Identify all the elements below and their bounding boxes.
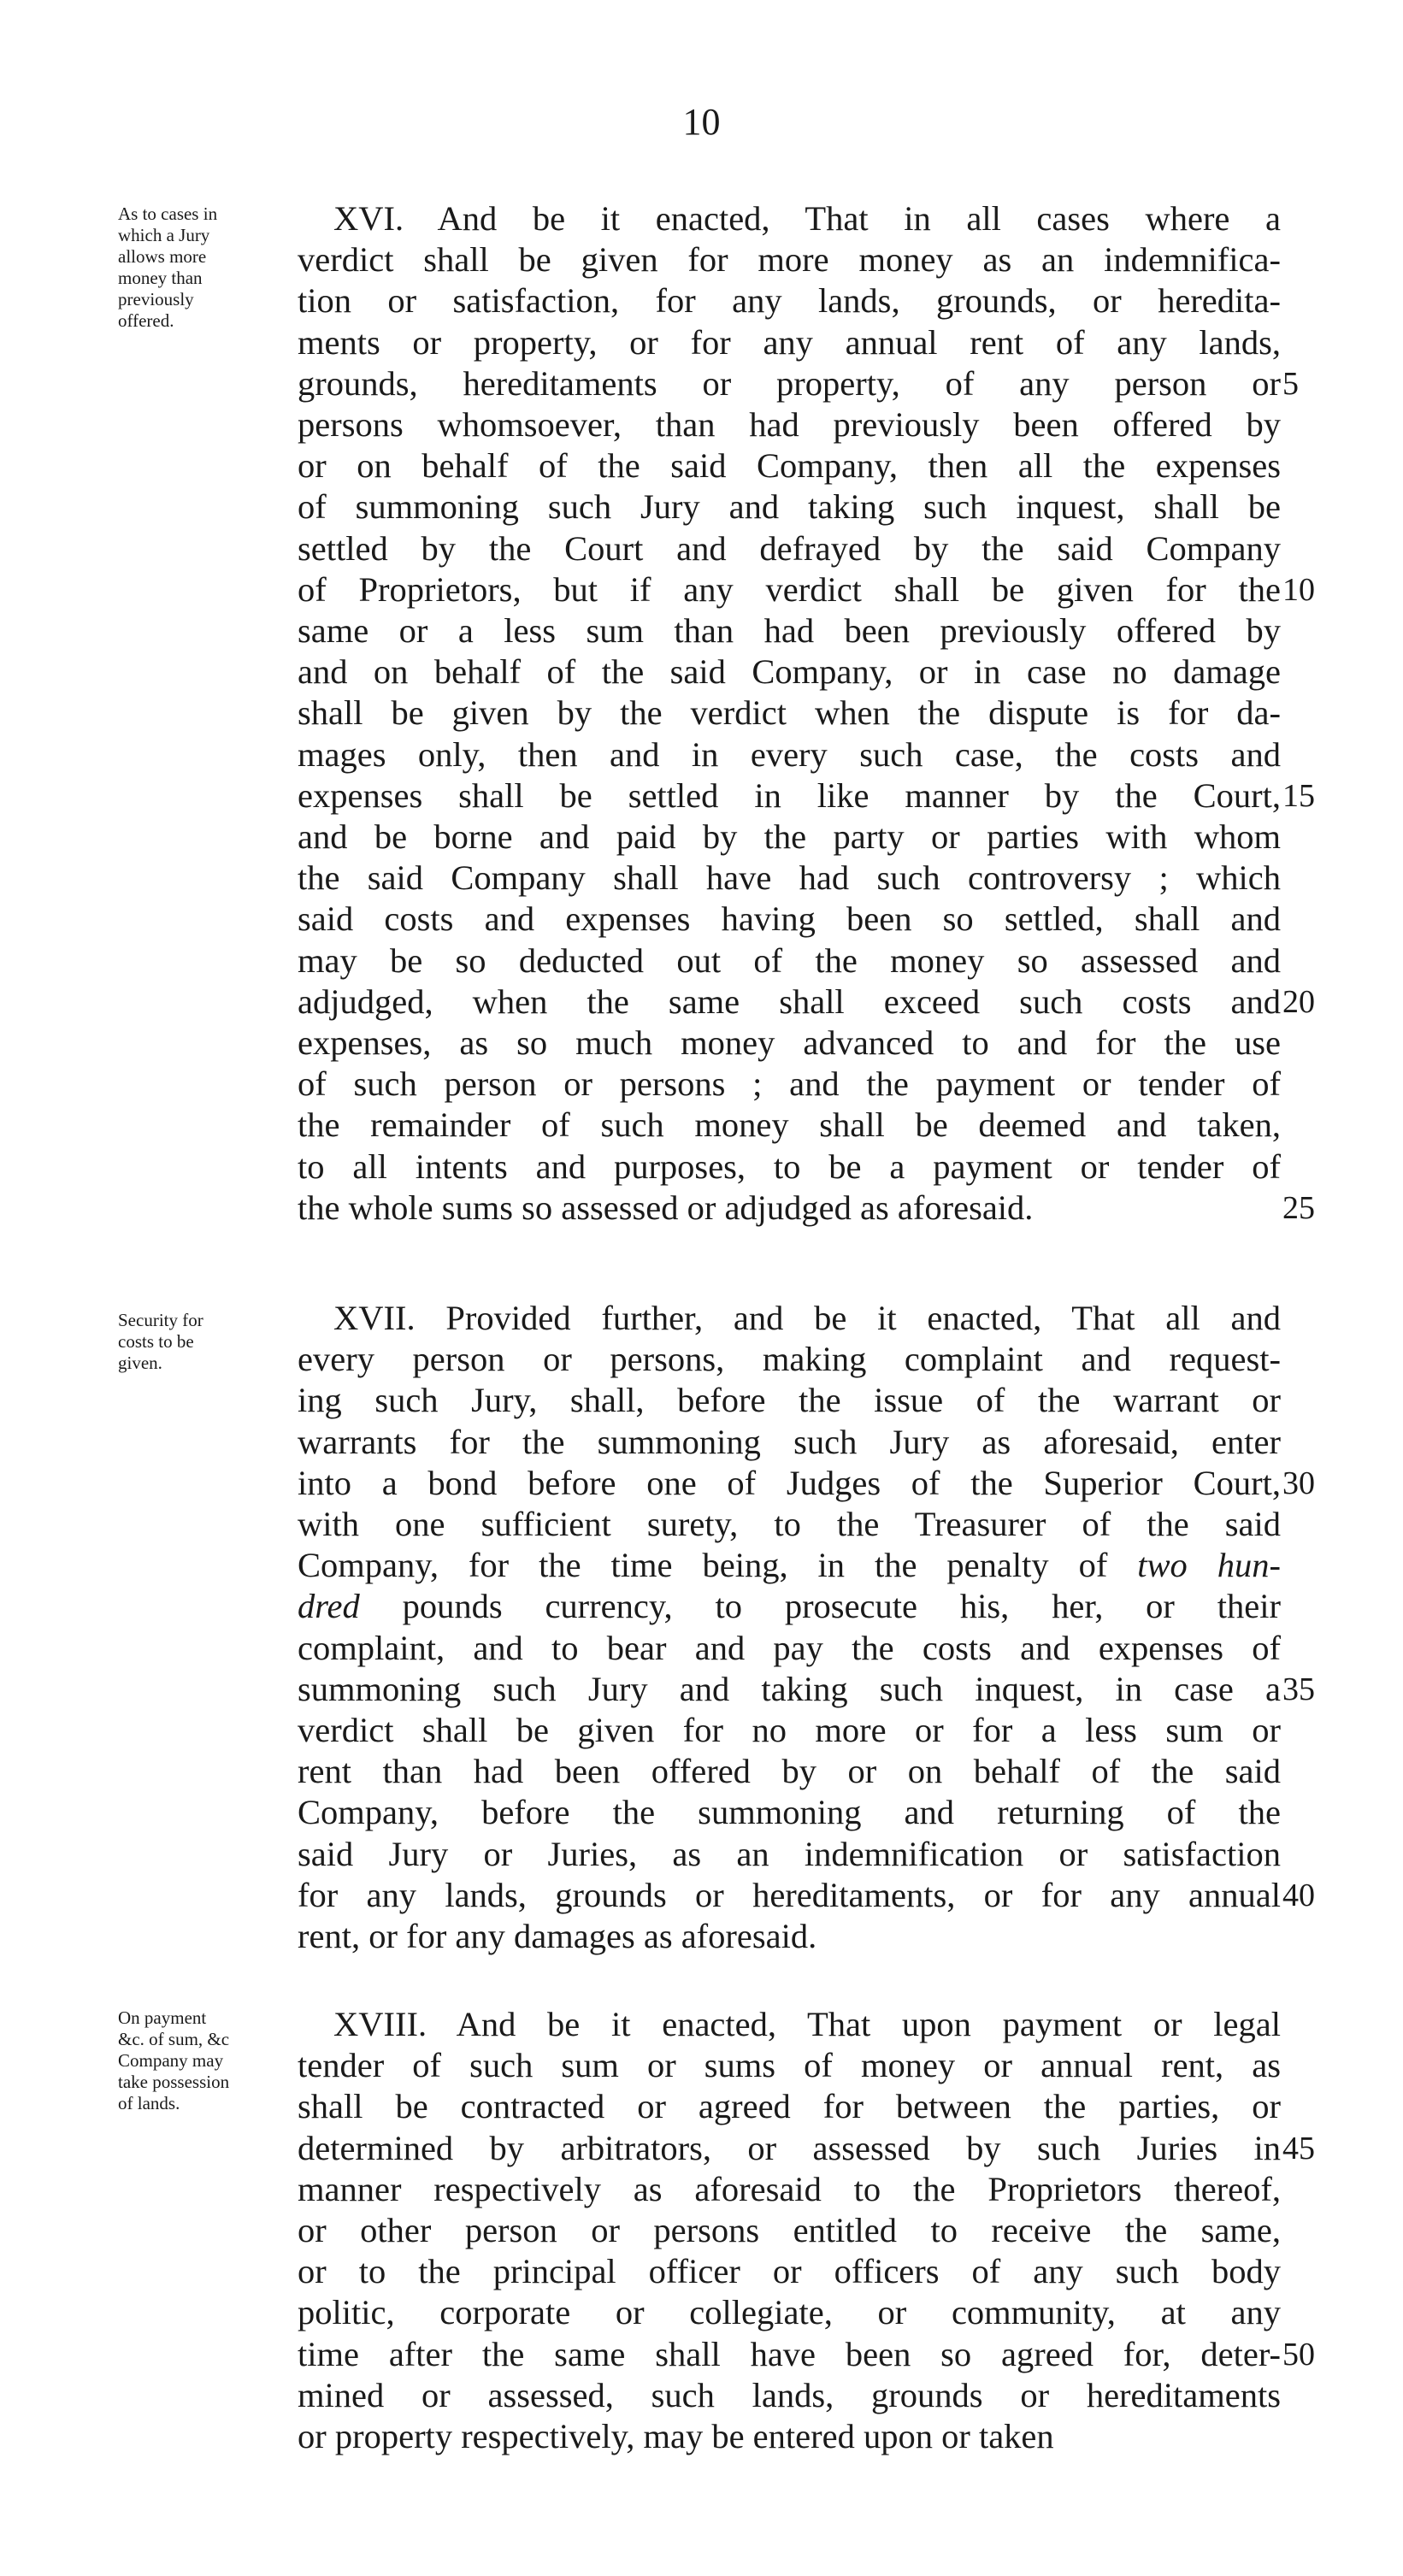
sidenote-line: &c. of sum, &c — [118, 2029, 230, 2049]
body-line: mages only, then and in every such case, the costs and — [298, 734, 1281, 774]
line-number: 40 — [1282, 1877, 1315, 1913]
body-line: of Proprietors, but if any verdict shall be given for the — [298, 569, 1281, 609]
italic-text: dred — [298, 1587, 360, 1626]
sidenote-line: Security for — [118, 1310, 203, 1330]
body-line: the whole sums so assessed or adjudged as aforesaid. — [298, 1188, 1034, 1227]
body-line: XVIII. And be it enacted, That upon payment or legal — [333, 2005, 1281, 2043]
sidenote-line: Company may — [118, 2050, 224, 2071]
body-line: expenses, as so much money advanced to and for the use — [298, 1023, 1281, 1062]
line-number: 15 — [1282, 777, 1315, 814]
body-line: may be so deducted out of the money so assessed and — [298, 940, 1281, 980]
body-line: or property respectively, may be entered upon or taken — [298, 2417, 1054, 2455]
page-number: 10 — [682, 101, 721, 143]
line-number: 45 — [1282, 2130, 1315, 2166]
body-line: XVI. And be it enacted, That in all cases where a — [333, 199, 1281, 238]
line-number: 25 — [1282, 1189, 1315, 1226]
body-line: manner respectively as aforesaid to the Proprietors thereof, — [298, 2169, 1281, 2208]
body-line: for any lands, grounds or hereditaments, or for any annual — [298, 1875, 1281, 1914]
body-line: or other person or persons entitled to receive the same, — [298, 2211, 1281, 2249]
body-line: the remainder of such money shall be deemed and taken, — [298, 1105, 1281, 1145]
italic-text: two hun- — [1137, 1546, 1281, 1585]
line-number: 10 — [1282, 571, 1315, 608]
body-line: said Jury or Juries, as an indemnification or satisfaction — [298, 1834, 1281, 1873]
body-line: complaint, and to bear and pay the costs and expenses of — [298, 1628, 1281, 1667]
body-line: grounds, hereditaments or property, of any person or — [298, 363, 1281, 403]
body-line: summoning such Jury and taking such inquest, in case a — [298, 1669, 1281, 1708]
body-line: ing such Jury, shall, before the issue of the warrant or — [298, 1381, 1281, 1420]
body-line: shall be contracted or agreed for between the parties, or — [298, 2087, 1281, 2126]
sidenote-line: On payment — [118, 2007, 207, 2028]
body-line: into a bond before one of Judges of the Superior Court, — [298, 1463, 1281, 1502]
body-line: rent than had been offered by or on behalf of the said — [298, 1752, 1281, 1791]
body-line: rent, or for any damages as aforesaid. — [298, 1917, 817, 1955]
body-line: same or a less sum than had been previously offered by — [298, 611, 1281, 650]
sidenote-line: money than — [118, 268, 203, 288]
sidenote-line: costs to be — [118, 1331, 194, 1352]
sidenote-line: take possession — [118, 2072, 230, 2092]
sidenote — [118, 1310, 298, 1374]
line-number: 35 — [1282, 1671, 1315, 1707]
body-line: ments or property, or for any annual rent of any lands, — [298, 322, 1281, 362]
line-number: 30 — [1282, 1465, 1315, 1501]
body-line: settled by the Court and defrayed by the said Company — [298, 528, 1281, 568]
line-number: 20 — [1282, 983, 1315, 1020]
body-line: verdict shall be given for no more or for a less sum or — [298, 1711, 1281, 1749]
body-line: and on behalf of the said Company, or in case no damage — [298, 652, 1281, 692]
sidenote-line: allows more — [118, 246, 207, 267]
body-line: time after the same shall have been so agreed for, deter- — [298, 2334, 1281, 2373]
line-number: 50 — [1282, 2336, 1315, 2373]
body-line: every person or persons, making complaint and request- — [298, 1340, 1281, 1379]
body-line: tender of such sum or sums of money or annual rent, as — [298, 2046, 1281, 2085]
body-line: politic, corporate or collegiate, or community, at any — [298, 2293, 1281, 2332]
body-line: expenses shall be settled in like manner by the Court, — [298, 775, 1281, 815]
sidenote-line: given. — [118, 1353, 162, 1373]
body-line: of summoning such Jury and taking such inquest, shall be — [298, 487, 1281, 527]
sidenote-line: As to cases in — [118, 203, 218, 224]
body-line: adjudged, when the same shall exceed such costs and — [298, 981, 1281, 1021]
body-line: determined by arbitrators, or assessed by such Juries in — [298, 2128, 1281, 2167]
body-line: shall be given by the verdict when the dispute is for da- — [298, 693, 1281, 733]
body-line: XVII. Provided further, and be it enacted, That all and — [333, 1299, 1281, 1337]
body-line: verdict shall be given for more money as an indemnifica- — [298, 240, 1281, 280]
body-line: said costs and expenses having been so settled, shall and — [298, 899, 1281, 939]
body-line: with one sufficient surety, to the Treasurer of the said — [298, 1505, 1281, 1543]
body-line: to all intents and purposes, to be a payment or tender of — [298, 1147, 1281, 1186]
body-line: or on behalf of the said Company, then all the expenses — [298, 446, 1281, 486]
body-line: the said Company shall have had such controversy ; which — [298, 858, 1281, 898]
body-line: dred pounds currency, to prosecute his, her, or their — [298, 1587, 1281, 1626]
sidenote-line: which a Jury — [118, 225, 210, 245]
body-line: tion or satisfaction, for any lands, grounds, or heredita- — [298, 281, 1281, 321]
sidenote — [118, 2007, 298, 2114]
line-number: 5 — [1282, 365, 1299, 402]
sidenote-line: of lands. — [118, 2093, 180, 2113]
body-line: Company, before the summoning and returning of the — [298, 1793, 1281, 1832]
body-line: warrants for the summoning such Jury as aforesaid, enter — [298, 1422, 1281, 1461]
body-line: and be borne and paid by the party or parties with whom — [298, 817, 1281, 856]
body-line: or to the principal officer or officers of any such body — [298, 2252, 1281, 2291]
body-line: Company, for the time being, in the penalty of two hun- — [298, 1546, 1281, 1585]
sidenote-line: previously — [118, 289, 194, 309]
sidenote-line: offered. — [118, 310, 174, 331]
body-line: of such person or persons ; and the payment or tender of — [298, 1064, 1281, 1104]
body-line: mined or assessed, such lands, grounds or hereditaments — [298, 2375, 1281, 2414]
sidenote — [118, 203, 298, 332]
body-line: persons whomsoever, than had previously been offered by — [298, 405, 1281, 444]
